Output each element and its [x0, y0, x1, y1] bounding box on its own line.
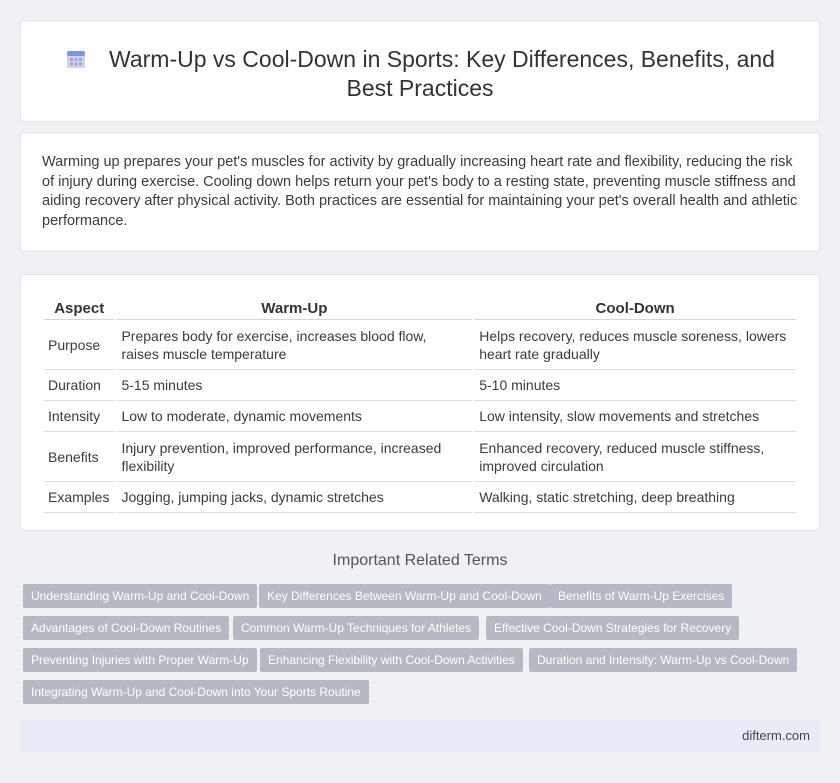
warm-up-cell: Jogging, jumping jacks, dynamic stretches — [116, 482, 472, 513]
related-term-tag[interactable]: Common Warm-Up Techniques for Athletes — [233, 616, 479, 640]
page-title-text: Warm-Up vs Cool-Down in Sports: Key Differences, Benefits, and Best Practices — [109, 46, 775, 101]
footer — [20, 720, 820, 752]
column-header: Cool-Down — [474, 295, 796, 320]
calendar-icon — [65, 48, 87, 70]
table-row — [44, 320, 796, 370]
column-header: Warm-Up — [116, 295, 472, 320]
summary-card — [20, 132, 820, 252]
related-term-tag[interactable]: Preventing Injuries with Proper Warm-Up — [23, 648, 257, 672]
related-term-tag[interactable]: Duration and Intensity: Warm-Up vs Cool-Down — [529, 648, 797, 672]
related-term-tag[interactable]: Effective Cool-Down Strategies for Recovery — [486, 616, 739, 640]
related-terms-heading: Important Related Terms — [332, 552, 508, 569]
table-row — [44, 370, 796, 401]
aspect-cell: Examples — [44, 482, 114, 513]
table-header-row — [44, 295, 796, 320]
cool-down-cell: Helps recovery, reduces muscle soreness, lowers heart rate gradually — [474, 320, 796, 370]
comparison-card — [20, 274, 820, 531]
column-header: Aspect — [44, 295, 114, 320]
cool-down-cell: 5-10 minutes — [474, 370, 796, 401]
aspect-cell: Intensity — [44, 401, 114, 432]
related-term-tag[interactable]: Benefits of Warm-Up Exercises — [550, 584, 732, 608]
cool-down-cell: Low intensity, slow movements and stretches — [474, 401, 796, 432]
comparison-table — [42, 295, 798, 513]
table-row — [44, 432, 796, 482]
cool-down-cell: Enhanced recovery, reduced muscle stiffness, improved circulation — [474, 432, 796, 482]
warm-up-cell: 5-15 minutes — [116, 370, 472, 401]
related-term-tag[interactable]: Advantages of Cool-Down Routines — [23, 616, 229, 640]
warm-up-cell: Prepares body for exercise, increases blood flow, raises muscle temperature — [116, 320, 472, 370]
related-term-tag[interactable]: Enhancing Flexibility with Cool-Down Activities — [260, 648, 523, 672]
footer-site-link[interactable]: difterm.com — [742, 728, 810, 743]
title-card — [20, 20, 820, 122]
warm-up-cell: Injury prevention, improved performance, increased flexibility — [116, 432, 472, 482]
related-term-tag[interactable]: Understanding Warm-Up and Cool-Down — [23, 584, 257, 608]
aspect-cell: Purpose — [44, 320, 114, 370]
page-title — [21, 45, 819, 103]
warm-up-cell: Low to moderate, dynamic movements — [116, 401, 472, 432]
aspect-cell: Benefits — [44, 432, 114, 482]
summary-paragraph: Warming up prepares your pet's muscles for activity by gradually increasing heart rate and flexibility, reducing the risk of injury during exercise. Cooling down helps return your pet's body to a resting state, preventing muscle stiffness and aiding recovery after physical activity. Both practices are essential for maintaining your pet's overall health and athletic performance. — [42, 154, 798, 229]
related-term-tag[interactable]: Integrating Warm-Up and Cool-Down into Your Sports Routine — [23, 680, 369, 704]
related-term-tag[interactable]: Key Differences Between Warm-Up and Cool-Down — [259, 584, 550, 608]
table-row — [44, 401, 796, 432]
cool-down-cell: Walking, static stretching, deep breathing — [474, 482, 796, 513]
table-row — [44, 482, 796, 513]
aspect-cell: Duration — [44, 370, 114, 401]
